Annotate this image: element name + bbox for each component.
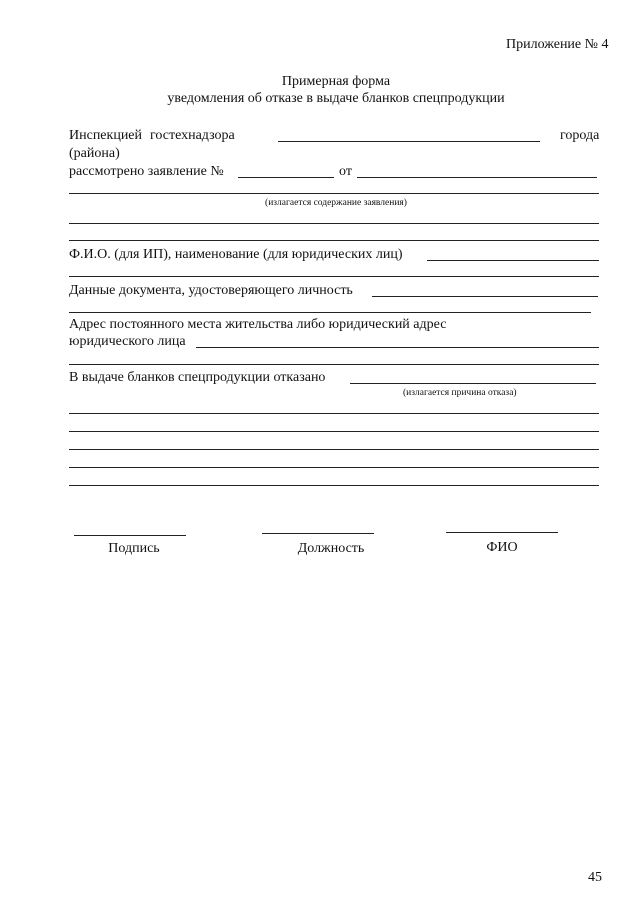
reason-blank-1[interactable] xyxy=(69,413,599,414)
address-blank-2[interactable] xyxy=(69,364,599,365)
refusal-blank[interactable] xyxy=(350,383,596,384)
reason-caption: (излагается причина отказа) xyxy=(403,388,517,398)
city-word: города xyxy=(560,128,600,143)
appendix-label: Приложение № 4 xyxy=(506,37,609,52)
address-blank[interactable] xyxy=(196,347,599,348)
refusal-label: В выдаче бланков спецпродукции отказано xyxy=(69,370,326,385)
form-subtitle: уведомления об отказе в выдаче бланков спецпродукции xyxy=(167,91,505,106)
inspection-word: Инспекцией xyxy=(69,128,143,143)
inspection-blank[interactable] xyxy=(278,141,540,142)
application-date-blank[interactable] xyxy=(357,177,597,178)
name-caption: ФИО xyxy=(486,540,518,555)
position-caption: Должность xyxy=(297,541,365,556)
reason-blank-2[interactable] xyxy=(69,431,599,432)
address-label-2: юридического лица xyxy=(69,334,186,349)
reason-blank-3[interactable] xyxy=(69,449,599,450)
document-label: Данные документа, удостоверяющего личность xyxy=(69,283,353,298)
application-from-label: от xyxy=(339,164,352,179)
fio-blank[interactable] xyxy=(427,260,599,261)
document-blank[interactable] xyxy=(372,296,598,297)
name-blank[interactable] xyxy=(446,532,558,533)
fio-label: Ф.И.О. (для ИП), наименование (для юридических лиц) xyxy=(69,247,403,262)
form-title: Примерная форма xyxy=(281,74,391,89)
gostekhnadzor-word: гостехнадзора xyxy=(150,128,235,143)
position-blank[interactable] xyxy=(262,533,374,534)
content-blank-1[interactable] xyxy=(69,193,599,194)
fio-blank-2[interactable] xyxy=(69,276,599,277)
application-number-blank[interactable] xyxy=(238,177,334,178)
application-considered-label: рассмотрено заявление № xyxy=(69,164,224,179)
reason-blank-4[interactable] xyxy=(69,467,599,468)
content-blank-3[interactable] xyxy=(69,240,599,241)
signature-blank[interactable] xyxy=(74,535,186,536)
document-blank-2[interactable] xyxy=(69,312,591,313)
content-blank-2[interactable] xyxy=(69,223,599,224)
signature-caption: Подпись xyxy=(108,541,160,556)
content-caption: (излагается содержание заявления) xyxy=(265,198,407,208)
address-label: Адрес постоянного места жительства либо юридический адрес xyxy=(69,317,447,332)
district-word: (района) xyxy=(69,146,120,161)
page-number: 45 xyxy=(588,870,602,885)
reason-blank-5[interactable] xyxy=(69,485,599,486)
